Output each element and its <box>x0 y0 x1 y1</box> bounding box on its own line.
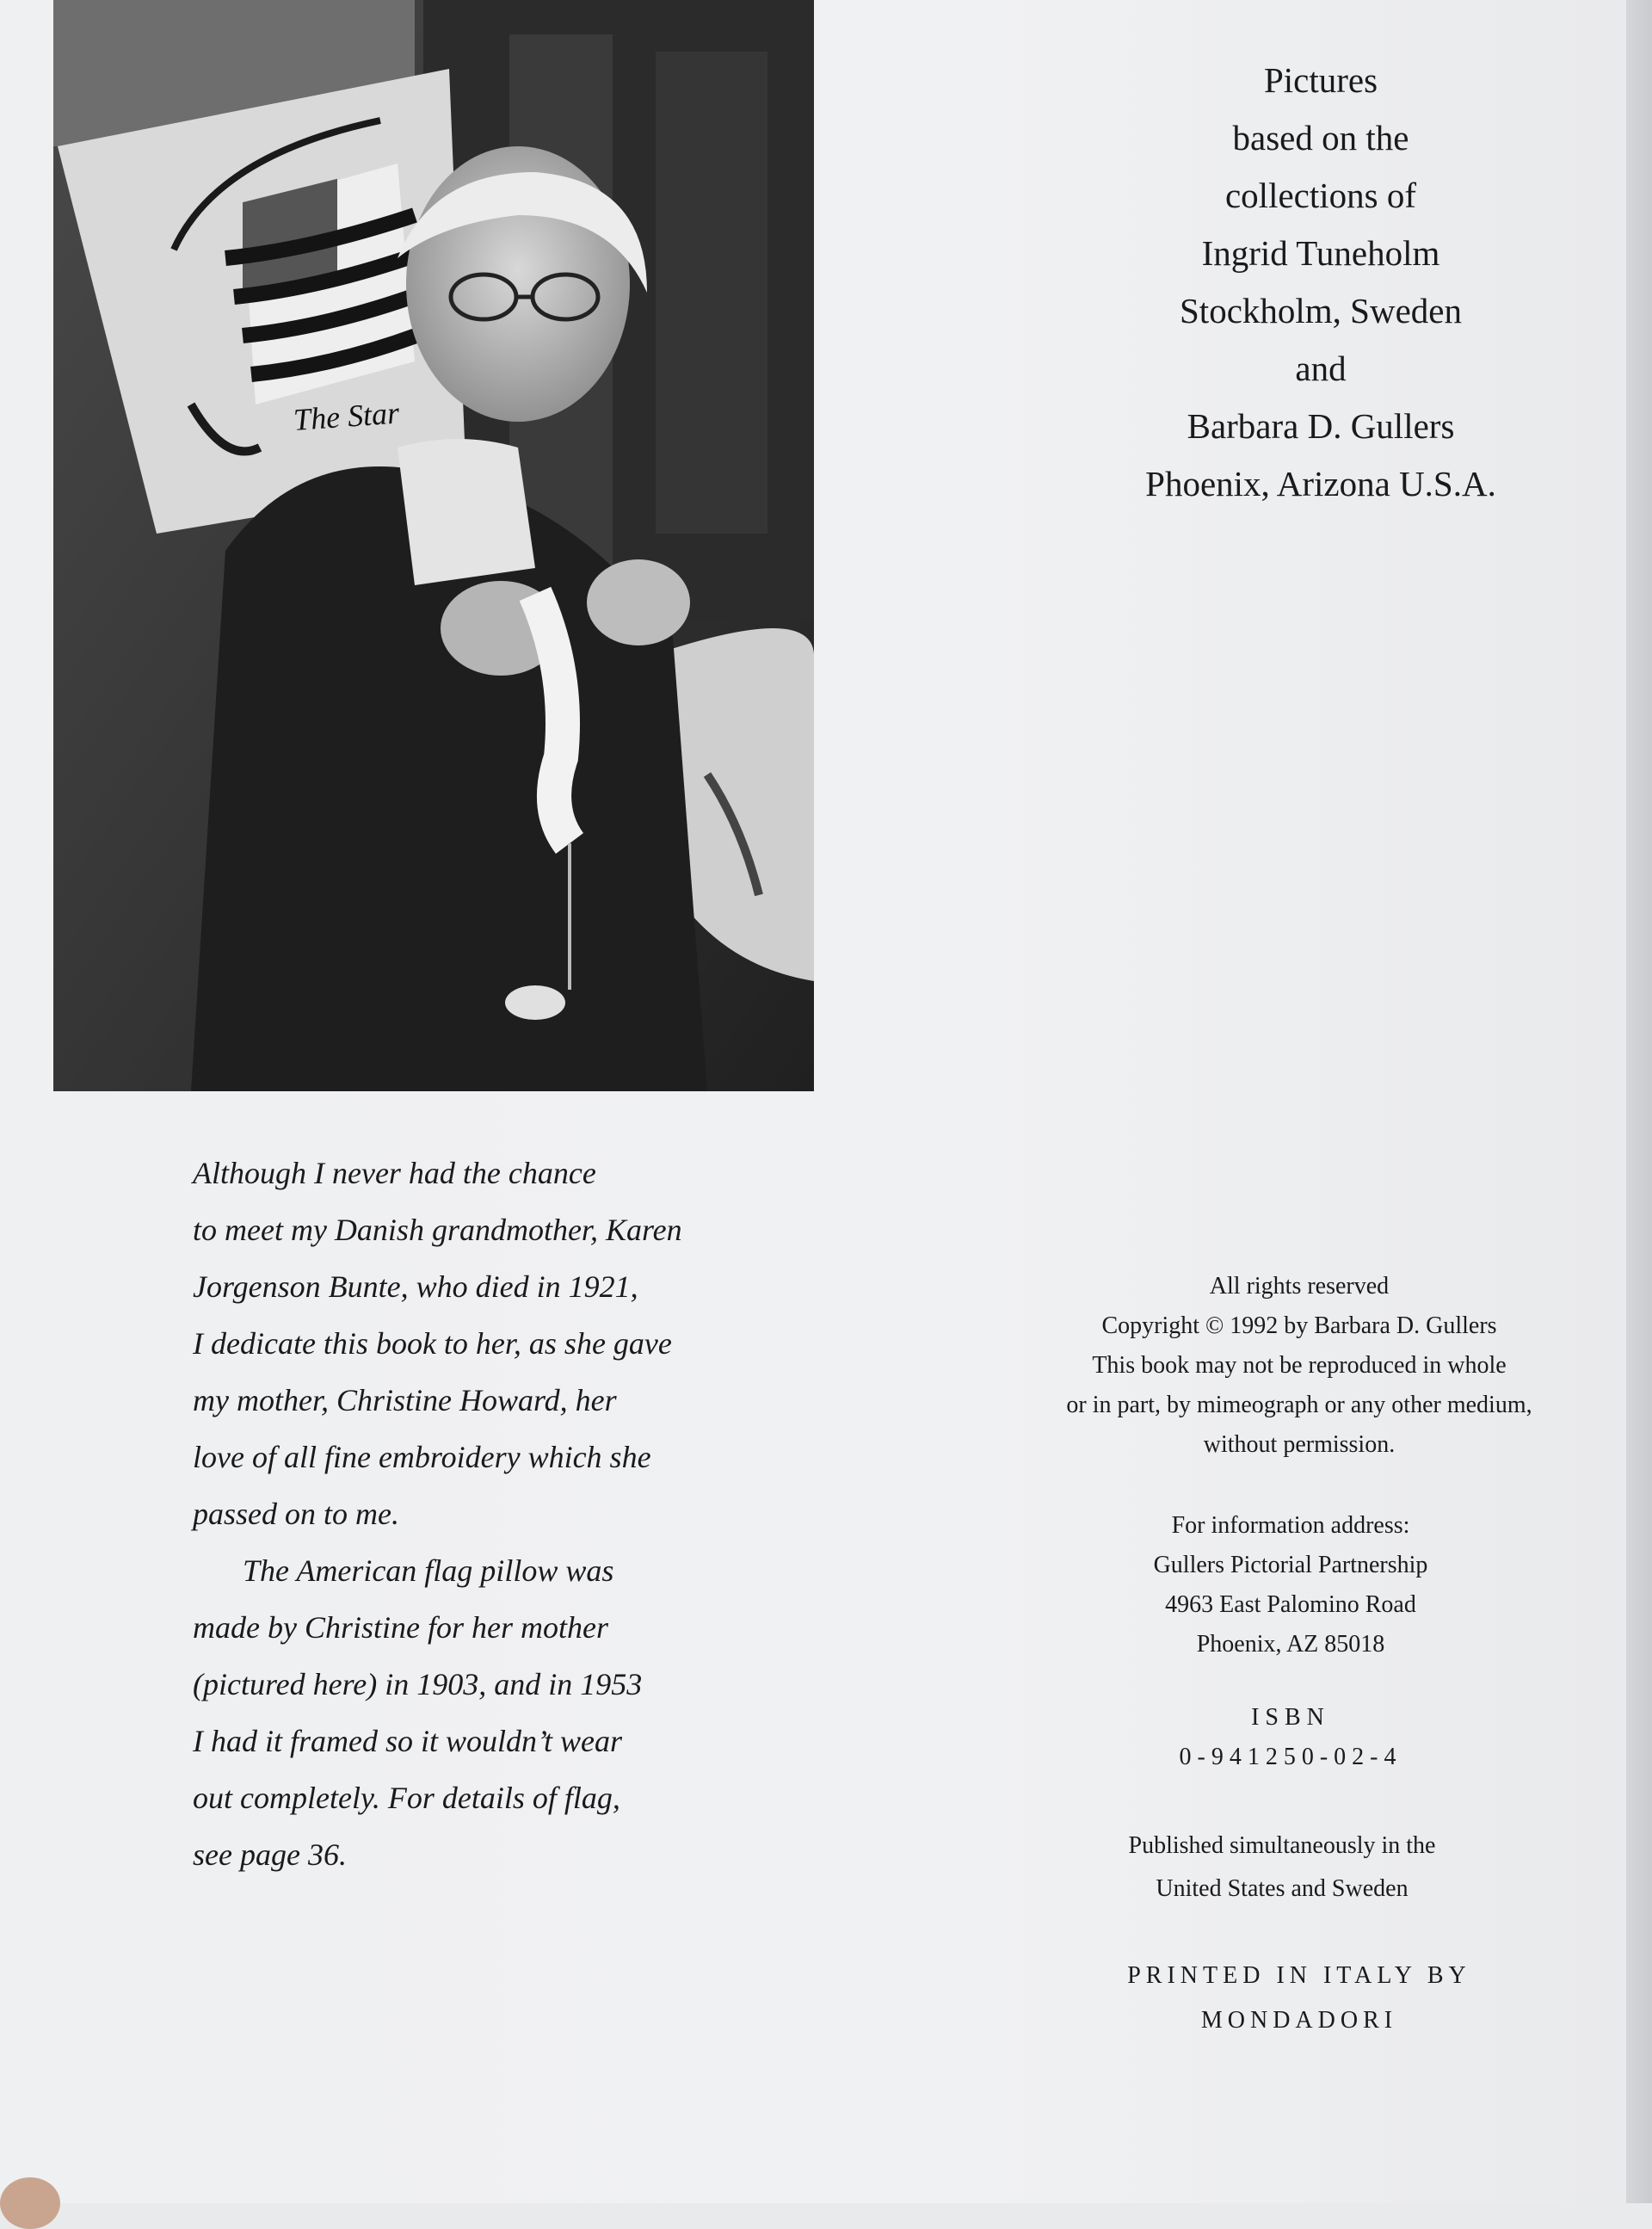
dedication-line: made by Christine for her mother <box>193 1610 608 1645</box>
dedication-line: to meet my Danish grandmother, Karen <box>193 1213 682 1247</box>
dedication-line: out completely. For details of flag, <box>193 1781 620 1815</box>
dedication-line: see page 36. <box>193 1837 347 1872</box>
published-line: Published simultaneously in the <box>1128 1832 1436 1859</box>
address-line: For information address: <box>1171 1512 1410 1539</box>
dedication-line: my mother, Christine Howard, her <box>193 1383 617 1417</box>
printer-note <box>1015 1954 1583 2043</box>
thumb-in-frame <box>0 2177 60 2229</box>
isbn-label: ISBN <box>1251 1704 1330 1731</box>
dedication-line: I dedicate this book to her, as she gave <box>193 1326 672 1361</box>
portrait-photo <box>53 0 814 1091</box>
credits-line: collections of <box>1224 176 1417 215</box>
copyright-line: without permission. <box>1203 1431 1396 1458</box>
copyright-line: This book may not be reproduced in whole <box>1092 1352 1507 1379</box>
copyright-line: or in part, by mimeograph or any other medium, <box>1066 1392 1532 1418</box>
copyright-line: All rights reserved <box>1209 1273 1390 1300</box>
isbn-number: 0-941250-02-4 <box>1179 1744 1402 1770</box>
address-line: Gullers Pictorial Partnership <box>1153 1552 1428 1578</box>
printed-line: MONDADORI <box>1200 2007 1398 2034</box>
published-note <box>1015 1825 1549 1911</box>
published-line: United States and Sweden <box>1156 1875 1409 1902</box>
page-edge <box>1626 0 1652 2203</box>
photo-credits <box>1032 52 1609 513</box>
credits-line: Stockholm, Sweden <box>1180 291 1462 330</box>
credits-line: Ingrid Tuneholm <box>1201 233 1440 273</box>
credits-line: Barbara D. Gullers <box>1187 406 1455 446</box>
dedication-line: passed on to me. <box>193 1497 399 1531</box>
dedication-line: Jorgenson Bunte, who died in 1921, <box>193 1269 638 1304</box>
dedication-line: The American flag pillow was <box>243 1553 614 1588</box>
printed-line: PRINTED IN ITALY BY <box>1127 1962 1471 1989</box>
credits-line: Pictures <box>1263 60 1378 100</box>
copyright-notice <box>1015 1267 1583 1465</box>
publisher-address <box>1015 1506 1566 1664</box>
address-line: Phoenix, AZ 85018 <box>1196 1631 1385 1658</box>
credits-line: based on the <box>1232 118 1409 157</box>
dedication-line: (pictured here) in 1903, and in 1953 <box>193 1667 643 1701</box>
credits-line: and <box>1295 349 1347 388</box>
dedication-text <box>193 1145 743 1883</box>
isbn-block <box>1015 1698 1566 1777</box>
pillow-text: The Star <box>292 395 401 437</box>
copyright-line: Copyright © 1992 by Barbara D. Gullers <box>1101 1312 1497 1339</box>
address-line: 4963 East Palomino Road <box>1165 1591 1416 1618</box>
dedication-line: I had it framed so it wouldn’t wear <box>193 1724 623 1758</box>
portrait-photo-image <box>53 0 814 1091</box>
credits-line: Phoenix, Arizona U.S.A. <box>1145 464 1496 503</box>
dedication-line: Although I never had the chance <box>193 1156 596 1190</box>
dedication-line: love of all fine embroidery which she <box>193 1440 651 1474</box>
